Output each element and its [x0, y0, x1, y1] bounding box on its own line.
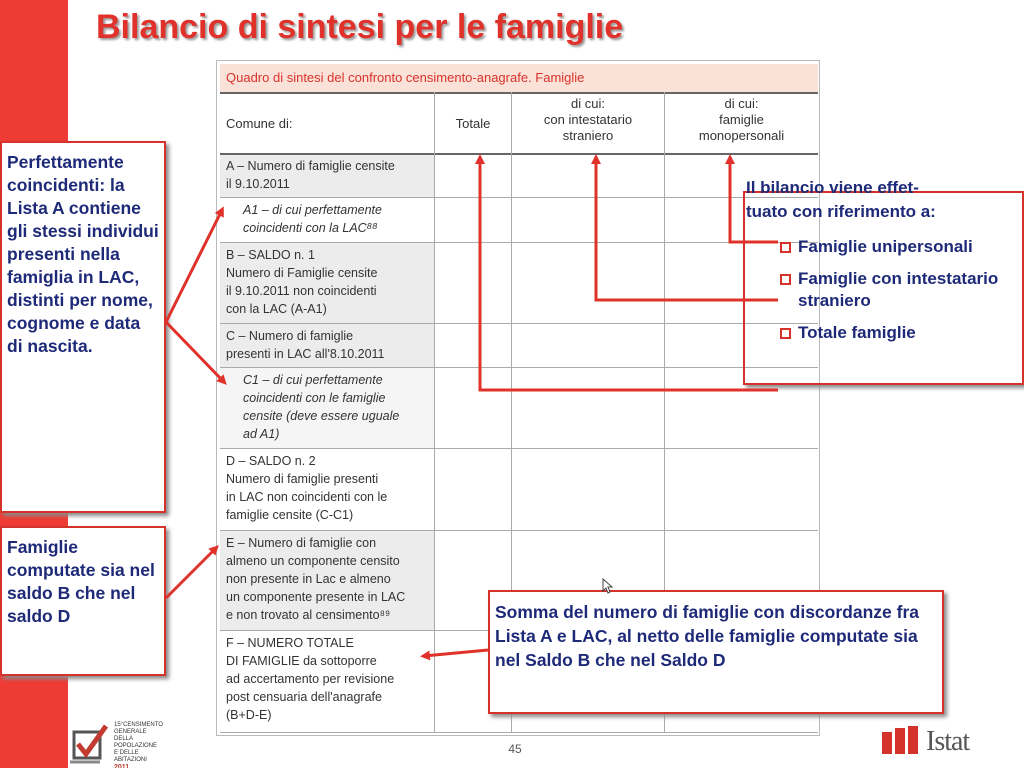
istat-logo-text: Istat — [926, 726, 970, 757]
list-item — [778, 322, 1018, 344]
table-rule — [220, 367, 818, 368]
arrow-to-a1 — [166, 210, 222, 322]
table-rule — [220, 242, 818, 243]
row-label-c: C – Numero di famiglie presenti in LAC all'8.10.2011 — [226, 329, 385, 361]
column-header-monopersonali: di cui: famiglie monopersonali — [698, 96, 785, 143]
checkbox-bullet-icon — [780, 242, 791, 253]
callout-reference-title: Il bilancio viene effet- tuato con riferimento a: — [746, 178, 936, 221]
row-label-c1: C1 – di cui perfettamente coincidenti con le famiglie censite (deve essere uguale ad A1) — [243, 373, 400, 441]
list-item — [778, 268, 1018, 312]
page-number: 45 — [508, 742, 522, 756]
row-label-b: B – SALDO n. 1 Numero di Famiglie censite il 9.10.2011 non coincidenti con la LAC (A-A1) — [226, 248, 378, 316]
list-item — [778, 236, 1018, 258]
census-checkmark-icon — [70, 722, 110, 766]
callout-total-sum: Somma del numero di famiglie con discordanze fra Lista A e LAC, al netto delle famiglie computate sia nel Saldo B che nel Saldo D — [488, 590, 944, 714]
census-line2: DELLA POPOLAZIONE — [114, 736, 158, 749]
row-label-f: F – NUMERO TOTALE DI FAMIGLIE da sottoporre ad accertamento per revisione post censuaria dell'anagrafe (B+D-E) — [226, 636, 395, 722]
row-label-d: D – SALDO n. 2 Numero di famiglie presenti in LAC non coincidenti con le famiglie censite (C-C1) — [226, 454, 388, 522]
slide-title: Bilancio di sintesi per le famiglie — [96, 8, 624, 46]
list-item-label: Famiglie con intestatario straniero — [798, 269, 999, 310]
table-caption: Quadro di sintesi del confronto censimento-anagrafe. Famiglie — [226, 70, 585, 85]
table-rule — [220, 197, 818, 198]
arrow-to-e — [166, 548, 216, 598]
row-label-e: E – Numero di famiglie con almeno un componente censito non presente in Lac e almeno un componente presente in LAC e non trovato al censimento⁸⁹ — [226, 536, 406, 622]
column-header-straniero: di cui: con intestatario straniero — [543, 96, 633, 143]
list-item-label: Totale famiglie — [798, 323, 916, 342]
reference-list — [778, 236, 1018, 354]
checkbox-bullet-icon — [780, 274, 791, 285]
table-rule — [220, 448, 818, 449]
table-rule-top — [220, 92, 818, 94]
callout-saldo-b-d: Famiglie computate sia nel saldo B che nel saldo D — [0, 526, 166, 676]
mouse-cursor-icon — [602, 578, 614, 594]
census-line1: 15°CENSIMENTO GENERALE — [114, 722, 163, 735]
row-label-a1: A1 – di cui perfettamente coincidenti con la LAC⁸⁸ — [243, 203, 382, 235]
table-rule-bottom — [220, 732, 818, 733]
checkbox-bullet-icon — [780, 328, 791, 339]
census-year: 2011 — [114, 764, 130, 768]
table-rule — [220, 323, 818, 324]
table-rule — [220, 530, 818, 531]
column-header-totale: Totale — [455, 116, 491, 131]
istat-logo-icon — [882, 726, 924, 754]
census-line3: E DELLE ABITAZIONI — [114, 750, 147, 763]
table-column-rule — [434, 92, 435, 732]
column-header-comune: Comune di: — [226, 116, 293, 131]
row-label-a: A – Numero di famiglie censite il 9.10.2011 — [226, 159, 395, 191]
callout-perfectly-coincident: Perfettamente coincidenti: la Lista A contiene gli stessi individui presenti nella famiglia in LAC, distinti per nome, cognome e data di nascita. — [0, 141, 166, 513]
table-rule-header — [220, 153, 818, 155]
census-logo-text — [114, 722, 164, 768]
list-item-label: Famiglie unipersonali — [798, 237, 973, 256]
